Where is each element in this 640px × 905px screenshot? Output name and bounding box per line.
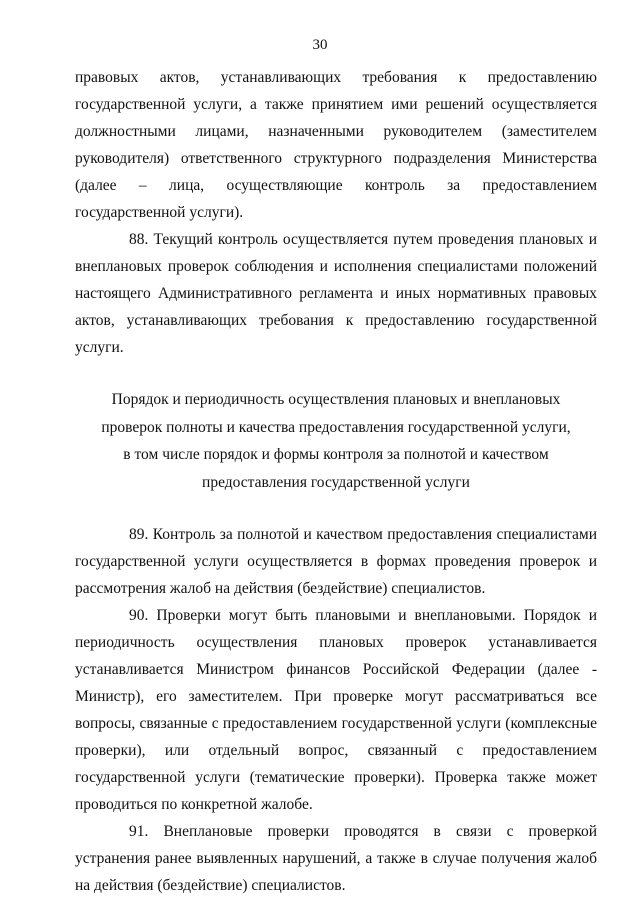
paragraph-continuation: правовых актов, устанавливающих требования к предоставлению государственной услуги, а также принятием ими решений осуществляется должностными лицами, назначенными руководителем (заместителем руководителя) ответственного структурного подразделения Министерства (далее – лица, осуществляющие контроль за предоставлением государственной услуги). <box>75 69 597 221</box>
section-heading-line: в том числе порядок и формы контроля за полнотой и качеством <box>123 446 549 463</box>
document-body <box>75 64 597 899</box>
paragraph-91: 91. Внеплановые проверки проводятся в связи с проверкой устранения ранее выявленных нарушений, а также в случае получения жалоб на действия (бездействие) специалистов. <box>75 823 597 894</box>
section-heading <box>75 386 597 496</box>
section-heading-line: предоставления государственной услуги <box>202 473 470 491</box>
section-heading-line: Порядок и периодичность осуществления плановых и внеплановых <box>111 391 561 408</box>
paragraph-88: 88. Текущий контроль осуществляется путем проведения плановых и внеплановых проверок соблюдения и исполнения специалистами положений настоящего Административного регламента и иных нормативных правовых актов, устанавливающих требования к предоставлению государственной услуги. <box>75 231 597 356</box>
section-heading-line: проверок полноты и качества предоставления государственной услуги, <box>101 418 571 436</box>
page-number: 30 <box>312 37 328 53</box>
paragraph-90: 90. Проверки могут быть плановыми и внеплановыми. Порядок и периодичность осуществления плановых проверок устанавливается устанавливается Министром финансов Российской Федерации (далее - Министр), его заместителем. При проверке могут рассматриваться все вопросы, связанные с предоставлением государственной услуги (комплексные проверки), или отдельный вопрос, связанный с предоставлением государственной услуги (тематические проверки). Проверка также может проводиться по конкретной жалобе. <box>75 607 597 813</box>
paragraph-89: 89. Контроль за полнотой и качеством предоставления специалистами государственной услуги осуществляется в формах проведения проверок и рассмотрения жалоб на действия (бездействие) специалистов. <box>75 526 597 597</box>
